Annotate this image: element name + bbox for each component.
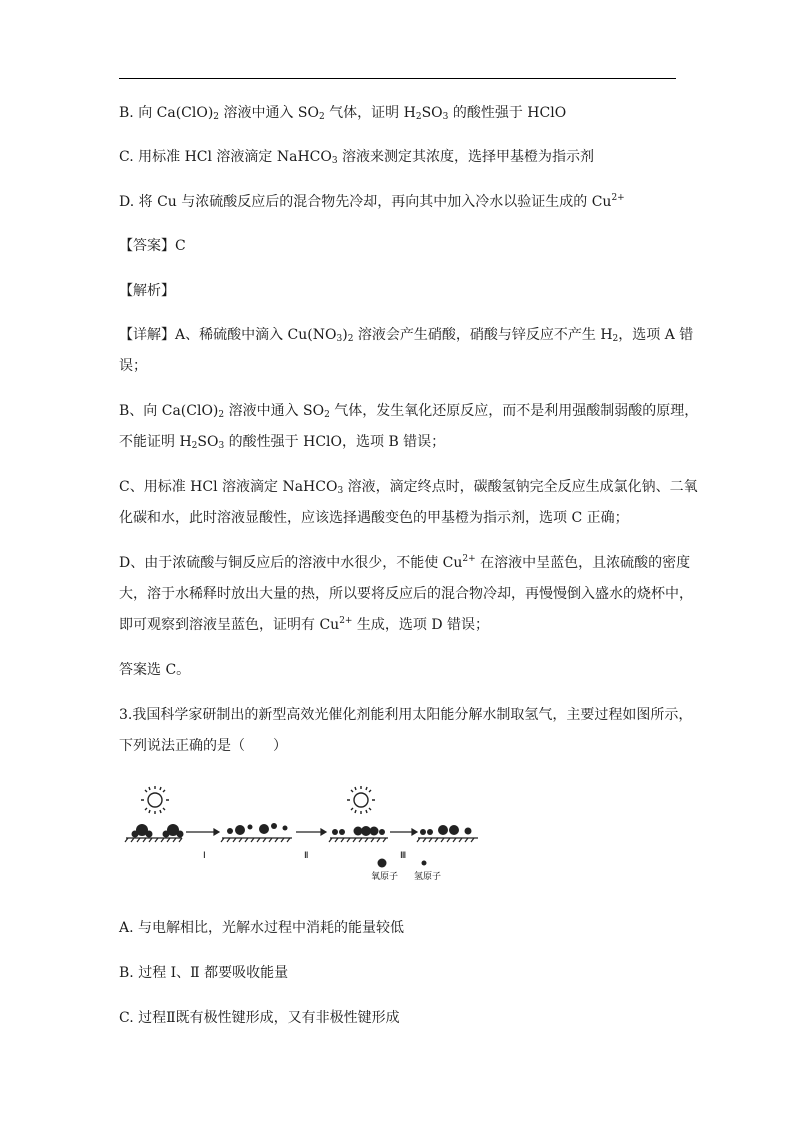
detail-d-line3: 即可观察到溶液呈蓝色，证明有 $Cu^{2+}$ 生成，选项 D 错误； <box>119 616 490 633</box>
sun-icon-right <box>347 786 375 814</box>
conclusion: 答案选 C。 <box>119 662 191 678</box>
sun-icon-left <box>141 786 169 814</box>
photocatalysis-figure <box>118 778 488 890</box>
detail-c-line2: 化碳和水，此时溶液显酸性，应该选择遇酸变色的甲基橙为指示剂，选项 C 正确； <box>119 510 629 526</box>
question3-option-c: C. 过程Ⅱ既有极性键形成，又有非极性键形成 <box>119 1010 400 1026</box>
question3-option-b: B. 过程 Ⅰ、Ⅱ 都要吸收能量 <box>119 965 289 981</box>
catalyst-surface-4 <box>417 838 478 842</box>
catalyst-surface-2 <box>221 838 292 842</box>
arrow-step-2 <box>296 829 326 835</box>
option-b-prev: B. 向 $Ca(ClO)_2$ 溶液中通入 $SO_2$ 气体，证明 $H_2SO_3$ 的酸性强于 HClO <box>119 105 567 122</box>
arrow-step-3 <box>390 829 417 835</box>
step-label-3: Ⅲ <box>400 851 407 861</box>
step-label-1: Ⅰ <box>203 851 206 861</box>
detail-d-line1: D、由于浓硫酸与铜反应后的溶液中水很少，不能使 $Cu^{2+}$ 在溶液中呈蓝色，且浓硫酸的密度 <box>119 554 691 571</box>
atoms-stage3 <box>332 826 385 836</box>
question3-stem-line2: 下列说法正确的是（ ） <box>119 738 287 754</box>
answer: 【答案】C <box>119 238 186 254</box>
atoms-stage2 <box>227 823 288 835</box>
atoms-stage4 <box>420 825 472 835</box>
question3-stem-line1: 3.我国科学家研制出的新型高效光催化剂能利用太阳能分解水制取氢气，主要过程如图所示， <box>119 707 693 723</box>
arrow-step-1 <box>186 829 219 835</box>
water-molecules-stage1 <box>132 824 184 838</box>
header-rule <box>119 78 676 79</box>
detail-d-line2: 大，溶于水稀释时放出大量的热，所以要将反应后的混合物冷却，再慢慢倒入盛水的烧杯中， <box>119 586 693 602</box>
svg-text:氢原子: 氢原子 <box>414 872 442 882</box>
analysis-heading: 【解析】 <box>119 283 175 299</box>
detail-a-line1: 【详解】A、稀硫酸中滴入 $Cu(NO_3)_2$ 溶液会产生硝酸，硝酸与锌反应不产生 $H_2$，选项 A 错 <box>119 327 694 344</box>
svg-text:氧原子: 氧原子 <box>371 872 399 882</box>
question3-option-a: A. 与电解相比，光解水过程中消耗的能量较低 <box>119 920 405 936</box>
detail-b-line2: 不能证明 $H_2SO_3$ 的酸性强于 HClO，选项 B 错误； <box>119 434 446 451</box>
detail-c-line1: C、用标准 HCl 溶液滴定 NaHCO$_3$ 溶液，滴定终点时，碳酸氢钠完全反应生成氯化钠、二氧 <box>119 479 698 496</box>
detail-b-line1: B、向 $Ca(ClO)_2$ 溶液中通入 $SO_2$ 气体，发生氧化还原反应，而不是利用强酸制弱酸的原理， <box>119 403 699 420</box>
legend-hydrogen-atom <box>414 861 441 883</box>
catalyst-surface-3 <box>329 838 388 842</box>
catalyst-surface-1 <box>125 838 182 842</box>
step-label-2: Ⅱ <box>304 851 309 861</box>
legend-oxygen-atom <box>371 859 398 883</box>
option-c-prev: C. 用标准 HCl 溶液滴定 NaHCO$_3$ 溶液来测定其浓度，选择甲基橙为指示剂 <box>119 149 595 166</box>
detail-a-line2: 误； <box>119 358 147 374</box>
option-d-prev: D. 将 Cu 与浓硫酸反应后的混合物先冷却，再向其中加入冷水以验证生成的 $Cu^{2+}$ <box>119 193 625 210</box>
